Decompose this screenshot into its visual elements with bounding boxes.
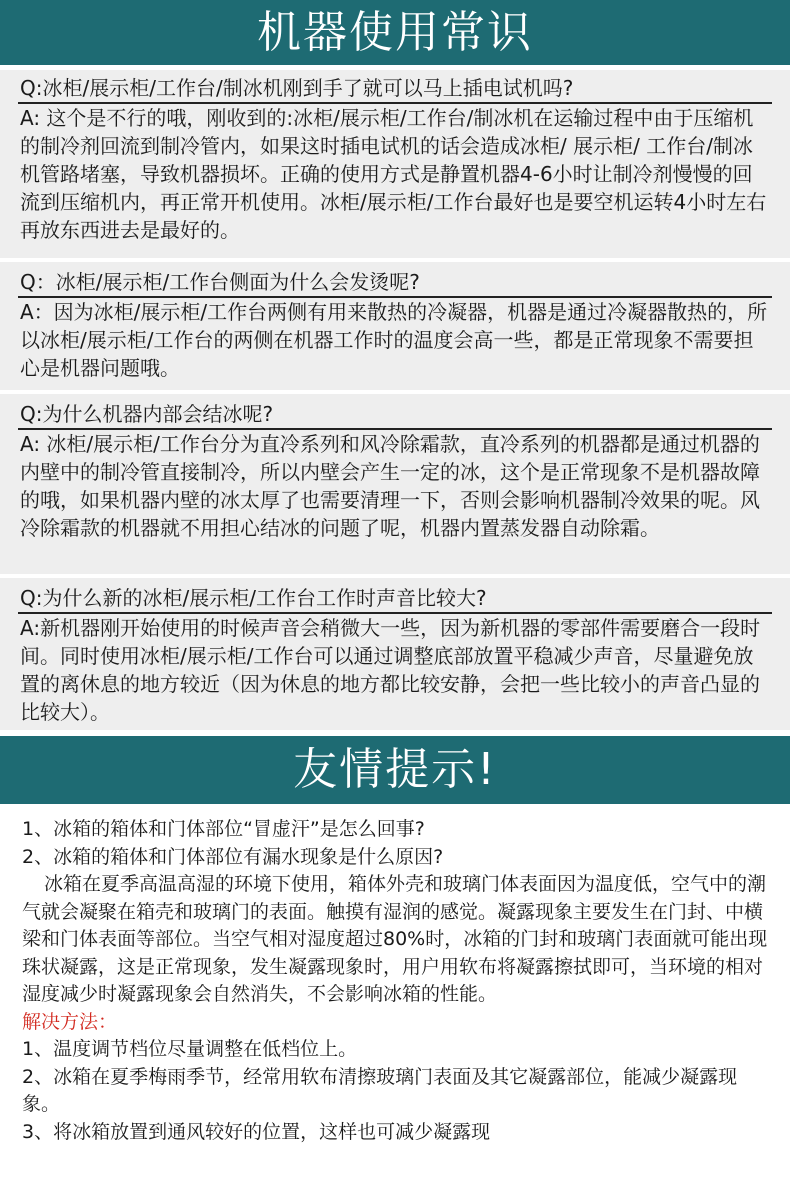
tips-question-1: 1、冰箱的箱体和门体部位“冒虚汗”是怎么回事? [22, 818, 425, 840]
faq-answer: A：因为冰柜/展示柜/工作台两侧有用来散热的冷凝器，机器是通过冷凝器散热的，所以冰柜/展示柜/工作台的两侧在机器工作时的温度会高一些，都是正常现象不需要担心是机器问题哦。 [20, 300, 768, 380]
solution-item-2: 2、冰箱在夏季梅雨季节，经常用软布清擦玻璃门表面及其它凝露部位，能减少凝露现象。 [22, 1065, 738, 1115]
solution-item-1: 1、温度调节档位尽量调整在低档位上。 [22, 1038, 358, 1060]
tips-body [0, 804, 790, 1146]
faq-question: Q:冰柜/展示柜/工作台/制冰机刚到手了就可以马上插电试机吗? [18, 74, 772, 104]
tips-title-banner [0, 736, 790, 804]
faq-answer: A: 这个是不行的哦，刚收到的:冰柜/展示柜/工作台/制冰机在运输过程中由于压缩机的制冷剂回流到制冷管内，如果这时插电试机的话会造成冰柜/ 展示柜/ 工作台/制冰机管路堵塞，导致机器损坏。正确的使用方式是静置机器4-6小时让制冷剂慢慢的回流到压缩机内，再正常开机使用。冰柜/展示柜/工作台最好也是要空机运转4小时左右再放东西进去是最好的。 [20, 106, 767, 242]
faq-item-1 [0, 70, 790, 258]
faq-item-2 [0, 262, 790, 390]
tips-question-2: 2、冰箱的箱体和门体部位有漏水现象是什么原因? [22, 845, 444, 868]
faq-item-4 [0, 578, 790, 730]
solution-label: 解决方法： [22, 1010, 118, 1033]
page-title: 机器使用常识 [257, 7, 533, 58]
faq-item-3 [0, 394, 790, 574]
tips-explanation: 冰箱在夏季高温高湿的环境下使用，箱体外壳和玻璃门体表面因为温度低，空气中的潮气就会凝聚在箱壳和玻璃门的表面。触摸有湿润的感觉。凝露现象主要发生在门封、中横梁和门体表面等部位。当空气相对湿度超过80%时，冰箱的门封和玻璃门表面就可能出现珠状凝露，这是正常现象，发生凝露现象时，用户用软布将凝露擦拭即可，当环境的相对湿度减少时凝露现象会自然消失，不会影响冰箱的性能。 [22, 873, 768, 1005]
solution-item-3: 3、将冰箱放置到通风较好的位置，这样也可减少凝露现 [22, 1120, 491, 1143]
faq-answer: A:新机器刚开始使用的时候声音会稍微大一些，因为新机器的零部件需要磨合一段时间。同时使用冰柜/展示柜/工作台可以通过调整底部放置平稳减少声音，尽量避免放置的离休息的地方较近（因为休息的地方都比较安静，会把一些比较小的声音凸显的比较大）。 [20, 616, 761, 724]
faq-question: Q:为什么机器内部会结冰呢? [18, 400, 772, 430]
tips-title: 友情提示! [293, 744, 497, 795]
faq-answer: A: 冰柜/展示柜/工作台分为直冷系列和风冷除霜款，直冷系列的机器都是通过机器的内壁中的制冷管直接制冷，所以内壁会产生一定的冰，这个是正常现象不是机器故障的哦，如果机器内壁的冰太厚了也需要清理一下，否则会影响机器制冷效果的呢。风冷除霜款的机器就不用担心结冰的问题了呢，机器内置蒸发器自动除霜。 [20, 432, 760, 540]
faq-question: Q：冰柜/展示柜/工作台侧面为什么会发烫呢? [18, 268, 772, 298]
faq-question: Q:为什么新的冰柜/展示柜/工作台工作时声音比较大? [18, 584, 772, 614]
page-title-banner [0, 0, 790, 65]
